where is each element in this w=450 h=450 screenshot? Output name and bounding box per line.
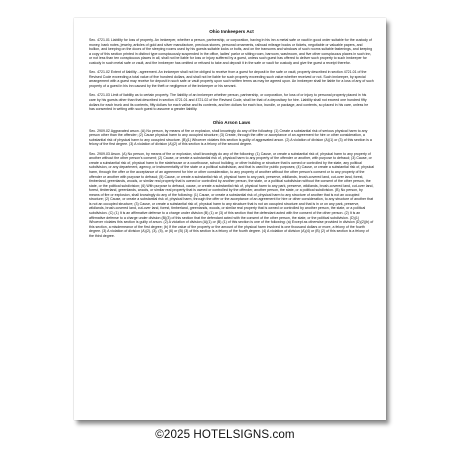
innkeepers-paragraph-4721-03: Sec. 4721.03 Limit of liability as to certain property. The liability of an innkeeper whether person, partnership, or corporation, for loss of or injury to personal property placed in his care by his guests other than that described in section 4721.01 and 4721.02 of the Revised Code, shall be that of a depositary for hire. Liability shall not exceed one hundred fifty dollars for each trunk and its contents, fifty dollars for each valise and its contents, and ten dollars for each box, bundle, or package, and contents, so placed in his care, unless he has consented in writing with such guest to assume a greater liability. — [89, 93, 369, 112]
innkeepers-act-title: Ohio Innkeepers Act — [209, 29, 254, 34]
arson-paragraph-2909-03: Sec. 2909.03 Arson. (A) No person, by means of fire or explosion, shall knowingly do any of the following: (1) Cause, or create a substantial risk of, physical harm to any property of another without the other person's consent; (2) Cause, or create a substantial risk of, physical harm to any property of the offender or another, with purpose to defraud; (3) Cause, or create a substantial risk of, physical harm to the statehouse or a courthouse, school building, or other building or structure that is owned or controlled by the state, any political subdivision, or any department, agency, or instrumentality of the state or a political subdivision, and that is used for public purposes; (4) Cause, or create a substantial risk of, physical harm, through the offer or the acceptance of an agreement for hire or other consideration, to any property of another without the other person's consent or to any property of the offender or another with purpose to defraud; (5) Cause, or create a substantial risk of, physical harm to any park, preserve, wildlands, brush-covered land, cut-over land, forest, timberland, greenlands, woods, or similar real property that is owned or controlled by another person, the state, or a political subdivision without the consent of the other person, the state, or the political subdivision; (6) With purpose to defraud, cause, or create a substantial risk of, physical harm to any park, preserve, wildlands, brush-covered land, cut-over land, forest, timberland, greenlands, woods, or similar real property that is owned or controlled by the offender, another person, the state, or a political subdivision. (B) No person, by means of fire or explosion, shall knowingly do any of the following: (1) Cause, or create a substantial risk of, physical harm to any structure of another that is not an occupied structure; (2) Cause, or create a substantial risk of, physical harm, through the offer or the acceptance of an agreement for hire or other consideration, to any structure of another that is not an occupied structure; (3) Cause, or create a substantial risk of, physical harm to any structure that is not an occupied structure and that is in or on any park, preserve, wildlands, brush-covered land, cut-over land, forest, timberland, greenlands, woods, or similar real property that is owned or controlled by another person, the state, or a political subdivision. (C) (1) It is an affirmative defense to a charge under division (B) (1) or (3) of this section that the defendant acted with the consent of the other person. (2) It is an affirmative defense to a charge under division (B)(3) of this section that the defendant acted with the consent of the other person, the state, or the political subdivision. (D)(1) Whoever violates this section is guilty of arson. (2) A violation of division (A)(1) or (B) (1) of this section is one of the following: (a) Except as otherwise provided in division (D)(2)(b) of this section, a misdemeanor of the first degree; (b) If the value of the property or the amount of the physical harm involved is one thousand dollars or more, a felony of the fourth degree. (3) A violation of division (A)(2), (3), (5), or (6) or (B) (3) of this section is a felony of the fourth degree. (4) A violation of division (A)(4) or (B) (2) of this section is a felony of the third degree. — [89, 151, 375, 238]
innkeepers-paragraph-4721-01: Sec. 4721.01 Liability for loss of property. An innkeeper, whether a person, partnership, or corporation, having in his inn a metal safe or vault in good order suitable for the custody of money, bank notes, jewelry, articles of gold and silver manufacture, precious stones, personal ornaments, railroad mileage books or tickets, negotiable or valuable papers, and bullion, and keeping on the doors of the sleeping rooms used by his guests suitable locks or bolts, and on the transoms and windows of such rooms suitable fastenings, and keeping a copy of this section printed in distinct type conspicuously suspended in the office, ladies' parlor or sitting room, barroom, washroom, and five other conspicuous places in such inn, or not less than ten conspicuous places in all, shall not be liable for loss or injury suffered by a guest, unless such guest has offered to deliver such property to such innkeeper for custody in such metal safe or vault, and the innkeeper has omitted or refused to take and deposit it in the safe or vault for custody and give the guest a receipt therefor. — [89, 38, 373, 65]
copyright-footer: ©2025 HOTELSIGNS.com — [155, 428, 295, 441]
arson-paragraph-2909-02: Sec. 2909.02 Aggravated arson. (A) No person, by means of fire or explosion, shall knowingly do any of the following: (1) Create a substantial risk of serious physical harm to any person other than the offender; (2) Cause physical harm to any occupied structure; (3) Create, through the offer or acceptance of an agreement for hire or other consideration, a substantial risk of physical harm to any occupied structure. (B)(1) Whoever violates this section is guilty of aggravated arson. (2) A violation of division (A)(1) or (3) of this section is a felony of the first degree. (3) A violation of division (A)(2) of this section is a felony of the second degree. — [89, 128, 372, 147]
innkeepers-paragraph-4721-02: Sec. 4721.02 Extent of liability - agreement. An innkeeper shall not be obliged to receive from a guest for deposit in the safe or vault, property described in section 4721.01 of the Revised Code exceeding a total value of five hundred dollars, and shall not be liable for such property exceeding such value whether received or not. Such innkeeper, by special arrangement with a guest may receive for deposit in such safe or vault property upon such written terms as may be agreed upon. An innkeeper shall be liable for a loss of any of such property of a guest in his inn caused by the theft or negligence of the innkeeper or his servant. — [89, 70, 374, 88]
arson-laws-title: Ohio Arson Laws — [212, 119, 251, 125]
document-sheet — [74, 18, 386, 420]
